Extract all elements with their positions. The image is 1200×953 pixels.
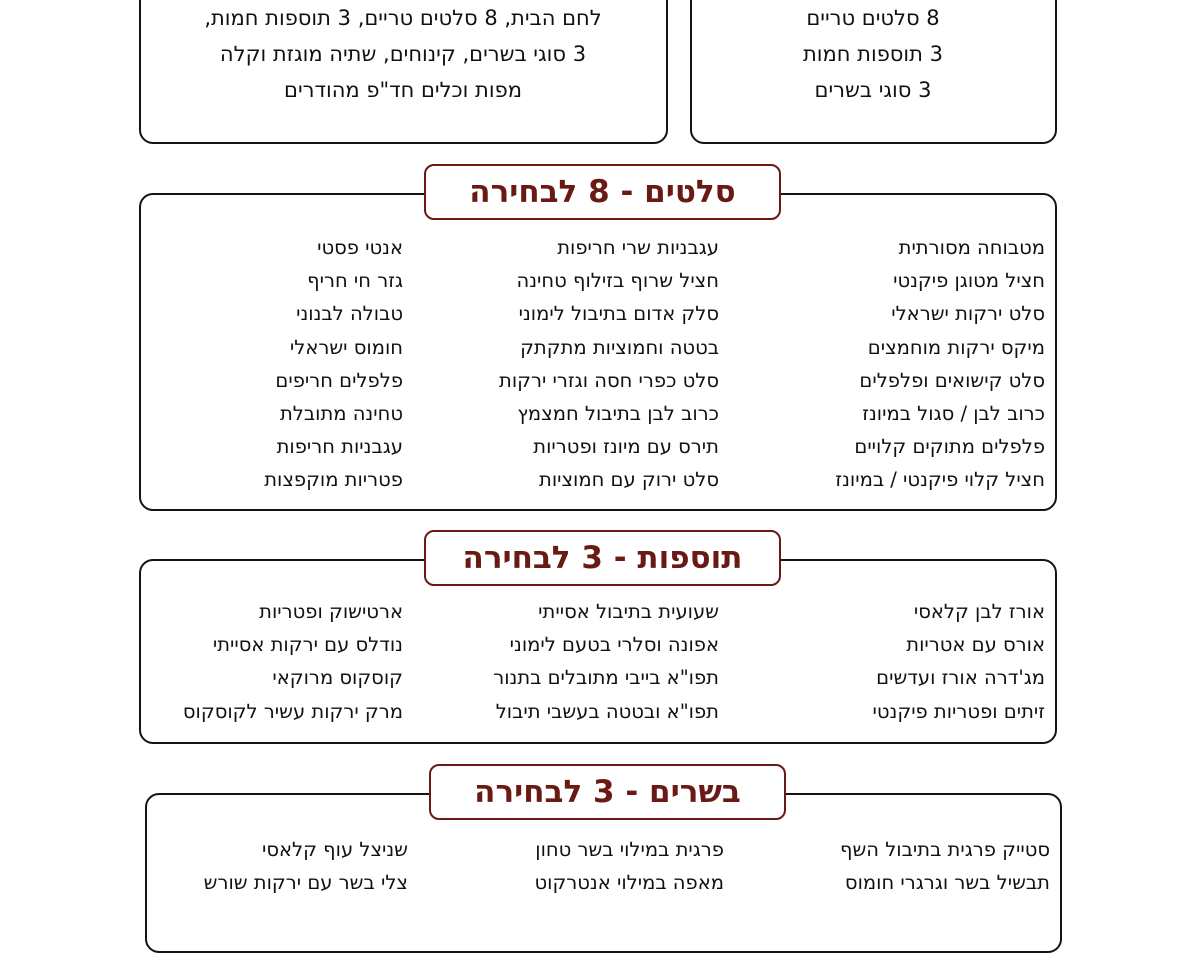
salad-item: פטריות מוקפצות	[264, 468, 403, 492]
salad-item: כרוב לבן בתיבול חמצמץ	[517, 402, 719, 426]
salads-title: סלטים - 8 לבחירה	[424, 164, 781, 220]
package-box-right	[690, 0, 1057, 144]
side-item: זיתים ופטריות פיקנטי	[872, 699, 1045, 723]
side-item: אורז לבן קלאסי	[913, 600, 1045, 623]
salad-item: בטטה וחמוציות מתקתק	[520, 335, 719, 359]
side-item: נודלס עם ירקות אסייתי	[212, 633, 403, 657]
side-item: אורס עם אטריות	[906, 633, 1045, 657]
package-right-line: 3 תוספות חמות	[802, 42, 944, 66]
salads-column-2	[499, 231, 719, 497]
salad-item: פלפלים חריפים	[275, 368, 403, 392]
meat-item: שניצל עוף קלאסי	[262, 838, 408, 861]
meat-item: צלי בשר עם ירקות שורש	[203, 871, 408, 895]
side-item: אפונה וסלרי בטעם לימוני	[509, 633, 719, 657]
package-left-line: 3 סוגי בשרים, קינוחים, שתיה מוגזת וקלה	[219, 42, 587, 66]
package-left-line: לחם הבית, 8 סלטים טריים, 3 תוספות חמות,	[204, 6, 602, 30]
salad-item: סלט ירקות ישראלי	[891, 302, 1045, 326]
meats-title: בשרים - 3 לבחירה	[429, 764, 786, 820]
salad-item: טחינה מתובלת	[279, 402, 403, 426]
salad-item: חציל שרוף בזילוף טחינה	[516, 269, 719, 293]
salad-item: גזר חי חריף	[307, 269, 403, 293]
salad-item: עגבניות חריפות	[276, 435, 403, 459]
package-box-left	[139, 0, 668, 144]
side-item: קוסקוס מרוקאי	[272, 666, 403, 690]
salad-item: אנטי פסטי	[317, 236, 403, 259]
side-item: תפו"א ובטטה בעשבי תיבול	[495, 699, 719, 723]
salad-item: סלט כפרי חסה וגזרי ירקות	[499, 368, 719, 392]
side-item: תפו"א בייבי מתובלים בתנור	[493, 666, 719, 690]
sides-box	[139, 559, 1057, 744]
salad-item: סלק אדום בתיבול לימוני	[518, 302, 719, 326]
salad-item: עגבניות שרי חריפות	[557, 236, 719, 259]
salad-item: סלט קישואים ופלפלים	[859, 368, 1045, 392]
sides-title: תוספות - 3 לבחירה	[424, 530, 781, 586]
salad-item: חציל מטוגן פיקנטי	[893, 269, 1045, 293]
salad-item: סלט ירוק עם חמוציות	[539, 468, 719, 492]
meat-item: סטייק פרגית בתיבול השף	[840, 838, 1050, 861]
salad-item: מטבוחה מסורתית	[898, 236, 1045, 259]
package-left-line: מפות וכלים חד"פ מהודרים	[284, 78, 522, 102]
side-item: מרק ירקות עשיר לקוסקוס	[182, 699, 403, 723]
salad-item: פלפלים מתוקים קלויים	[854, 435, 1045, 459]
salads-column-3	[264, 231, 403, 497]
side-item: מג'דרה אורז ועדשים	[876, 666, 1045, 690]
side-item: ארטישוק ופטריות	[259, 600, 403, 623]
salads-column-1	[835, 231, 1045, 497]
sides-column-2	[493, 595, 719, 728]
salads-box	[139, 193, 1057, 511]
salad-item: מיקס ירקות מוחמצים	[867, 335, 1045, 359]
sides-column-1	[873, 595, 1045, 728]
salad-item: טבולה לבנוני	[296, 302, 403, 326]
package-left-lines	[141, 0, 665, 108]
meat-item: תבשיל בשר וגרגרי חומוס	[844, 871, 1050, 895]
package-right-line: 8 סלטים טריים	[806, 6, 940, 30]
meat-item: מאפה במילוי אנטרקוט	[534, 871, 724, 895]
salad-item: חציל קלוי פיקנטי / במיונז	[835, 468, 1045, 492]
meats-column-3	[204, 833, 408, 899]
package-right-line: 3 סוגי בשרים	[814, 78, 932, 102]
salad-item: חומוס ישראלי	[289, 335, 403, 359]
sides-column-3	[183, 595, 403, 728]
salad-item: כרוב לבן / סגול במיונז	[862, 402, 1045, 426]
package-right-lines	[692, 0, 1054, 108]
meats-column-1	[840, 833, 1050, 899]
meat-item: פרגית במילוי בשר טחון	[535, 838, 724, 861]
side-item: שעועית בתיבול אסייתי	[538, 600, 719, 623]
salad-item: תירס עם מיונז ופטריות	[533, 435, 719, 459]
meats-column-2	[534, 833, 724, 899]
